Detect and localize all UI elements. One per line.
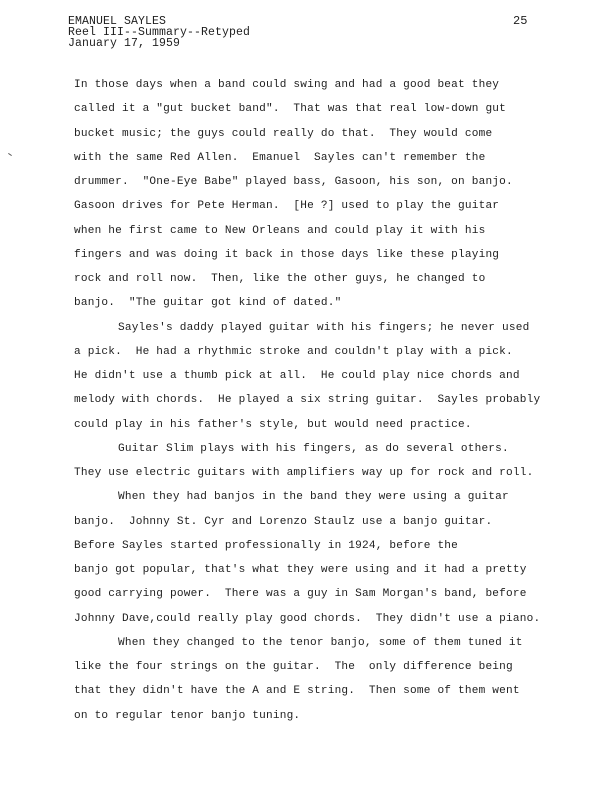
text-line: that they didn't have the A and E string. Then some of them went [74, 685, 520, 698]
text-line: fingers and was doing it back in those days like these playing [74, 248, 500, 261]
text-line: drummer. "One-Eye Babe" played bass, Gasoon, his son, on banjo. [74, 176, 513, 188]
text-line: Sayles's daddy played guitar with his fingers; he never used [118, 321, 530, 334]
text-line: on to regular tenor banjo tuning. [74, 709, 301, 722]
margin-mark [8, 153, 12, 156]
text-line: They use electric guitars with amplifiers way up for rock and roll. [74, 467, 534, 479]
text-line: could play in his father's style, but would need practice. [74, 418, 472, 431]
paragraph [74, 437, 610, 486]
text-line: bucket music; the guys could really do that. They would come [74, 127, 493, 140]
paragraph [74, 73, 610, 316]
text-line: When they had banjos in the band they were using a guitar [118, 491, 509, 504]
text-line: When they changed to the tenor banjo, some of them tuned it [118, 636, 523, 649]
text-line: banjo. "The guitar got kind of dated." [74, 297, 342, 310]
text-line: Guitar Slim plays with his fingers, as do several others. [118, 442, 509, 455]
interview-date: January 17, 1959 [68, 37, 181, 50]
text-line: Gasoon drives for Pete Herman. [He ?] used to play the guitar [74, 200, 500, 213]
text-line: like the four strings on the guitar. The only difference being [74, 661, 513, 673]
text-line: Before Sayles started professionally in 1924, before the [74, 539, 459, 552]
text-line: a pick. He had a rhythmic stroke and couldn't play with a pick. [74, 345, 513, 358]
document-header [68, 16, 250, 49]
paragraph [74, 631, 610, 728]
paragraph [74, 316, 610, 437]
paragraph [74, 485, 610, 631]
text-line: In those days when a band could swing and had a good beat they [74, 79, 500, 91]
text-line: with the same Red Allen. Emanuel Sayles can't remember the [74, 151, 486, 164]
text-line: good carrying power. There was a guy in Sam Morgan's band, before [74, 588, 527, 601]
page-number: 25 [513, 14, 528, 28]
body-text [74, 73, 610, 728]
text-line: called it a "gut bucket band". That was that real low-down gut [74, 103, 507, 116]
text-line: rock and roll now. Then, like the other guys, he changed to [74, 273, 486, 285]
text-line: banjo. Johnny St. Cyr and Lorenzo Staulz use a banjo guitar. [74, 515, 493, 528]
text-line: Johnny Dave,could really play good chords. They didn't use a piano. [74, 612, 541, 625]
text-line: He didn't use a thumb pick at all. He could play nice chords and [74, 370, 520, 382]
text-line: when he first came to New Orleans and could play it with his [74, 224, 486, 237]
text-line: melody with chords. He played a six string guitar. Sayles probably [74, 394, 541, 407]
text-line: banjo got popular, that's what they were using and it had a pretty [74, 564, 527, 576]
reel-label: Reel III--Summary--Retyped [68, 26, 251, 39]
interviewee-name: EMANUEL SAYLES [68, 15, 167, 28]
